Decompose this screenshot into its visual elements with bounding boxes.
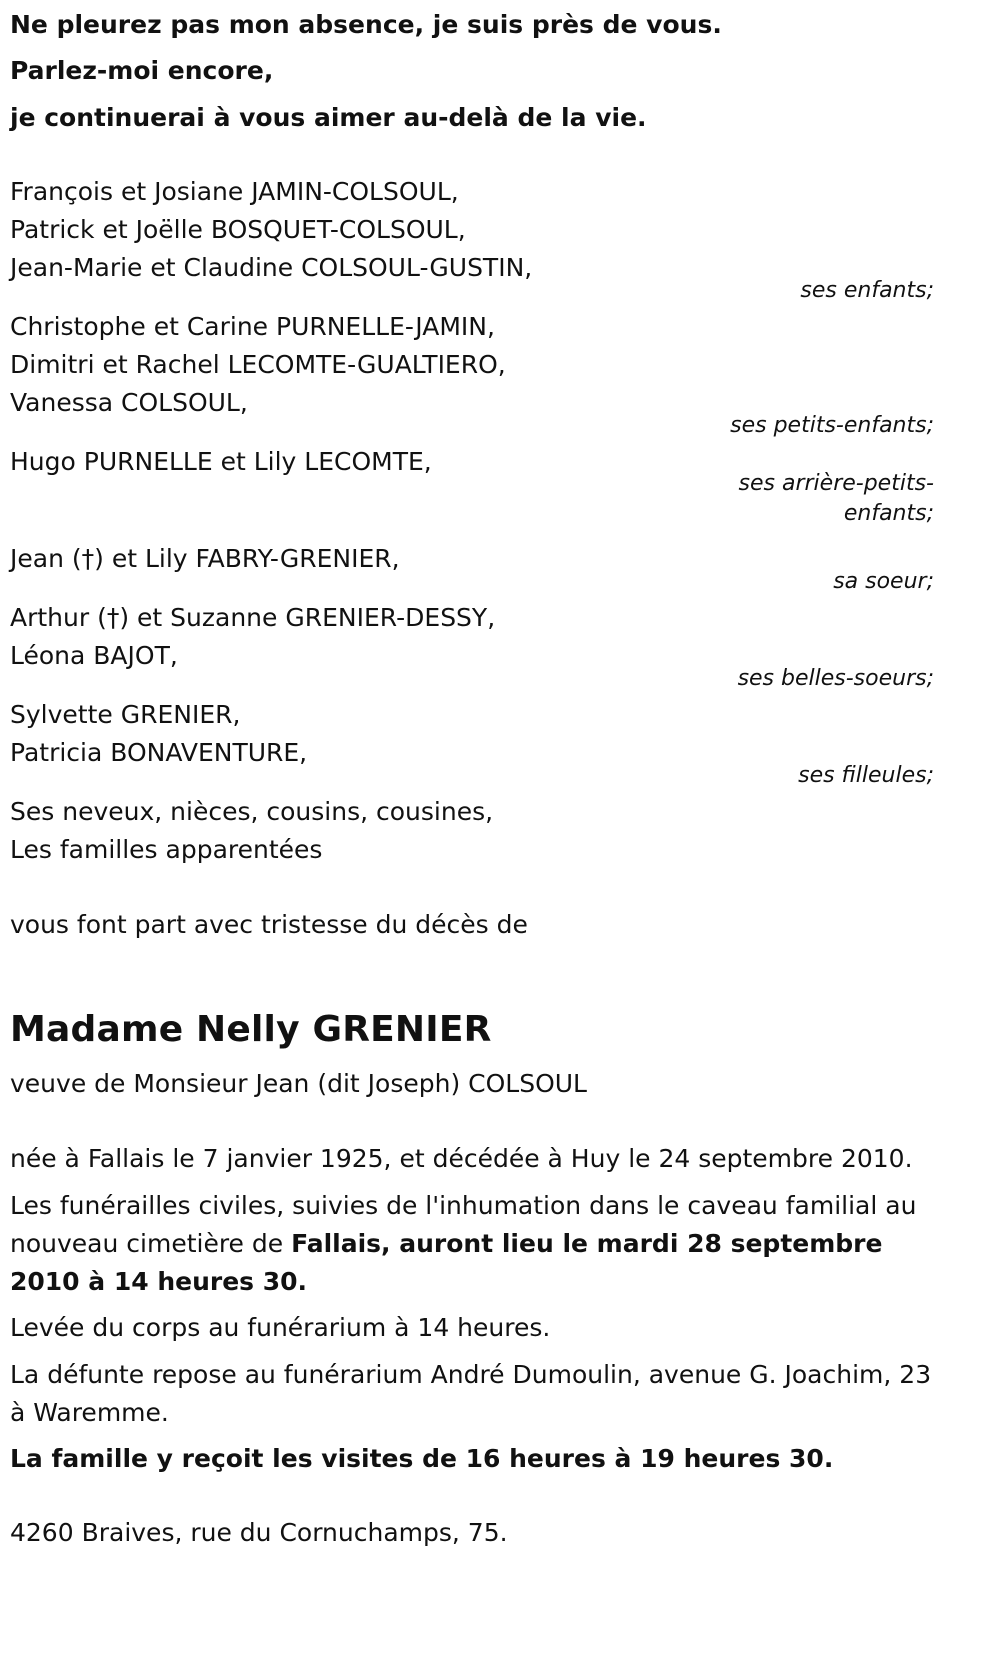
family-name: Christophe et Carine PURNELLE-JAMIN,: [10, 312, 495, 341]
epitaph-line-2: Parlez-moi encore,: [10, 56, 274, 85]
relation-label: ses enfants;: [800, 278, 934, 303]
family-name: Patricia BONAVENTURE,: [10, 738, 308, 767]
family-name: Vanessa COLSOUL,: [10, 388, 248, 417]
family-name: Dimitri et Rachel LECOMTE-GUALTIERO,: [10, 350, 506, 379]
relation-label: ses filleules;: [798, 763, 934, 788]
address-line: 4260 Braives, rue du Cornuchamps, 75.: [10, 1518, 508, 1547]
epitaph-line-3: je continuerai à vous aimer au-delà de la vie.: [10, 103, 647, 132]
obituary-page: [10, 0, 934, 1664]
other-family-line: Ses neveux, nièces, cousins, cousines,: [10, 797, 494, 826]
family-name: Hugo PURNELLE et Lily LECOMTE,: [10, 447, 432, 476]
rest-place-paragraph: La défunte repose au funérarium André Dumoulin, avenue G. Joachim, 23 à Waremme.: [10, 1360, 932, 1427]
family-name: Patrick et Joëlle BOSQUET-COLSOUL,: [10, 215, 466, 244]
family-name: Sylvette GRENIER,: [10, 700, 241, 729]
visits-line: La famille y reçoit les visites de 16 heures à 19 heures 30.: [10, 1444, 834, 1473]
levee-line: Levée du corps au funérarium à 14 heures.: [10, 1313, 551, 1342]
funeral-paragraph: [10, 1187, 934, 1301]
relation-label: ses arrière-petits-enfants;: [738, 471, 934, 526]
epitaph-line-1: Ne pleurez pas mon absence, je suis près de vous.: [10, 10, 722, 39]
funeral-text: Les funérailles civiles, suivies de l'inhumation dans le caveau familial au nouveau cimetière de: [10, 1191, 917, 1258]
funeral-bold-text: Fallais, auront lieu le mardi 28 septembre 2010 à 14 heures 30.: [10, 1229, 883, 1296]
birth-death-line: née à Fallais le 7 janvier 1925, et décédée à Huy le 24 septembre 2010.: [10, 1144, 913, 1173]
relation-label: sa soeur;: [833, 569, 934, 594]
family-name: Léona BAJOT,: [10, 641, 178, 670]
family-name: Jean (†) et Lily FABRY-GRENIER,: [10, 544, 400, 573]
family-name: François et Josiane JAMIN-COLSOUL,: [10, 177, 459, 206]
relation-label: ses petits-enfants;: [730, 413, 934, 438]
widow-line: veuve de Monsieur Jean (dit Joseph) COLSOUL: [10, 1069, 587, 1098]
family-name: Arthur (†) et Suzanne GRENIER-DESSY,: [10, 603, 496, 632]
family-name: Jean-Marie et Claudine COLSOUL-GUSTIN,: [10, 253, 533, 282]
deceased-name: Madame Nelly GRENIER: [10, 1009, 492, 1050]
other-family-line: Les familles apparentées: [10, 835, 323, 864]
relation-label: ses belles-soeurs;: [737, 666, 934, 691]
announcement-text: vous font part avec tristesse du décès de: [10, 910, 528, 939]
